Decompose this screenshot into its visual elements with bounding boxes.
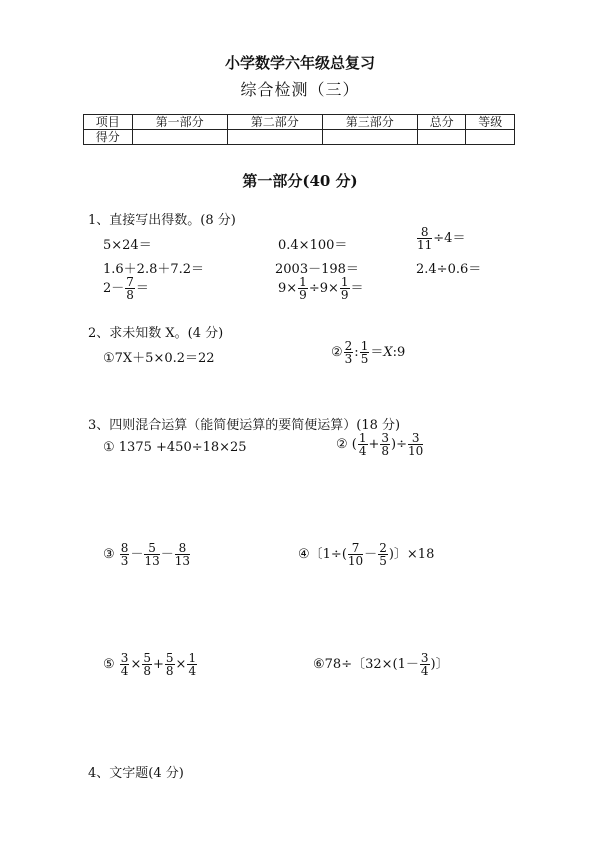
q2-equation-b: ② $\frac{2}{3}$ : $\frac{1}{5}$ ＝X:9 [331, 339, 406, 366]
q1-expr-5: 2003－198＝ [275, 262, 359, 277]
q3-problem-1: ① 1375 +450÷18×25 [103, 440, 247, 455]
score-table-row [84, 130, 515, 145]
score-cell-part3 [322, 130, 417, 145]
score-header-cell: 第二部分 [227, 115, 322, 130]
q3-problem-4: ④〔1÷( $\frac{7}{10}$ － $\frac{2}{5}$ )〕×18 [298, 541, 435, 568]
q1-expr-1: 5×24＝ [103, 238, 152, 253]
fraction: $\frac{8}{11}$ [417, 225, 433, 252]
q2-equation-a: ①7X＋5×0.2＝22 [103, 351, 215, 366]
score-cell-part1 [132, 130, 227, 145]
fraction: $\frac{1}{4}$ [358, 431, 367, 458]
fraction: $\frac{1}{4}$ [188, 651, 197, 678]
fraction: $\frac{5}{8}$ [143, 651, 151, 678]
fraction: $\frac{2}{5}$ [379, 541, 387, 568]
score-table [83, 114, 515, 145]
fraction: $\frac{7}{8}$ [126, 275, 134, 302]
q2-heading: 2、求未知数 X。(4 分) [88, 326, 224, 341]
q4-heading: 4、文字题(4 分) [88, 766, 184, 781]
fraction: $\frac{5}{13}$ [144, 541, 160, 568]
score-row-label: 得分 [84, 130, 133, 145]
part1-title: 第一部分(40 分) [242, 172, 358, 190]
document-subtitle: 综合检测（三） [240, 80, 360, 99]
fraction: $\frac{7}{10}$ [347, 541, 364, 568]
fraction: $\frac{1}{9}$ [340, 275, 349, 302]
fraction: $\frac{3}{4}$ [420, 651, 429, 678]
q3-problem-2: ② ( $\frac{1}{4}$ + $\frac{3}{8}$ )÷ $\frac{3}{10}$ [336, 431, 424, 458]
fraction: $\frac{3}{4}$ [120, 651, 129, 678]
score-header-cell: 第一部分 [132, 115, 227, 130]
fraction: $\frac{3}{8}$ [381, 431, 390, 458]
q1-expr-2: 0.4×100＝ [278, 238, 348, 253]
q1-expr-3: $\frac{8}{11}$ ÷4＝ [417, 225, 466, 252]
q1-heading: 1、直接写出得数。(8 分) [88, 213, 236, 228]
score-header-cell: 等级 [466, 115, 515, 130]
fraction: $\frac{8}{13}$ [174, 541, 191, 568]
q3-problem-3: ③ $\frac{8}{3}$ － $\frac{5}{13}$ － $\frac{8}{13}$ [103, 541, 191, 568]
score-header-cell: 项目 [84, 115, 133, 130]
fraction: $\frac{2}{3}$ [344, 339, 353, 366]
q3-problem-5: ⑤ $\frac{3}{4}$ × $\frac{5}{8}$ + $\frac{5}{8}$ × $\frac{1}{4}$ [103, 651, 197, 678]
score-header-cell: 总分 [417, 115, 466, 130]
q1-expr-8: 9× $\frac{1}{9}$ ÷9× $\frac{1}{9}$ ＝ [278, 275, 364, 302]
q1-expr-7: 2－ $\frac{7}{8}$ ＝ [103, 275, 149, 302]
document-title: 小学数学六年级总复习 [224, 54, 375, 72]
fraction: $\frac{1}{9}$ [299, 275, 307, 302]
fraction: $\frac{1}{5}$ [360, 339, 369, 366]
q1-expr-4: 1.6＋2.8＋7.2＝ [103, 262, 205, 277]
q3-problem-6: ⑥78÷〔32×(1－ $\frac{3}{4}$ )〕 [313, 651, 449, 678]
score-header-cell: 第三部分 [322, 115, 417, 130]
q3-heading: 3、四则混合运算（能简便运算的要简便运算）(18 分) [88, 418, 401, 433]
fraction: $\frac{5}{8}$ [165, 651, 174, 678]
score-cell-total [417, 130, 466, 145]
score-cell-grade [466, 130, 515, 145]
score-cell-part2 [227, 130, 322, 145]
score-table-header-row [84, 115, 515, 130]
q1-expr-6: 2.4÷0.6＝ [416, 262, 482, 277]
fraction: $\frac{3}{10}$ [408, 431, 424, 458]
fraction: $\frac{8}{3}$ [120, 541, 129, 568]
